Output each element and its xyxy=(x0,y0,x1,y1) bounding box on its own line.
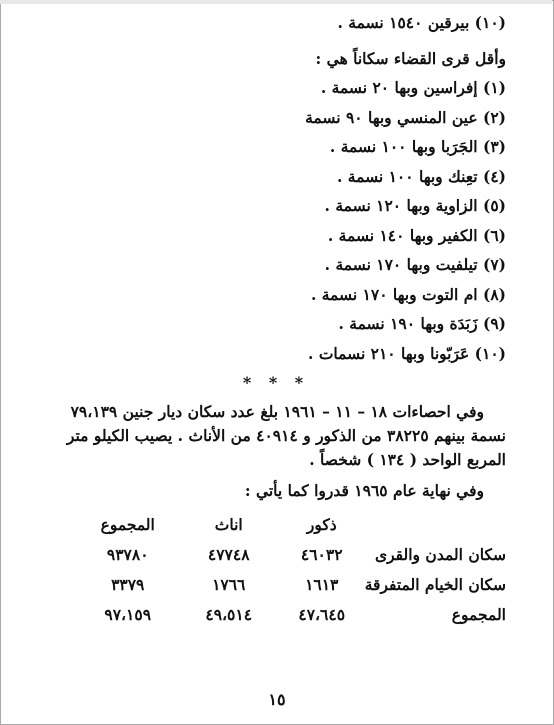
village-item: (٣) الجَرَبا وبها ١٠٠ نسمة . xyxy=(329,137,506,156)
top-line: (١٠) بيرقين ١٥٤٠ نسمة . xyxy=(337,13,506,32)
village-item: (٦) الكفير وبها ١٤٠ نسمة . xyxy=(327,225,506,245)
village-item: (٤) تعِنك وبها ١٠٠ نسمة . xyxy=(337,166,506,186)
population-table xyxy=(77,510,506,630)
table-cell: ٩٧،١٥٩ xyxy=(104,605,152,624)
census-paragraph xyxy=(46,400,506,472)
page-number: ١٥ xyxy=(268,690,286,709)
village-item: (٢) عين المنسي وبها ٩٠ نسمة xyxy=(305,107,506,127)
paragraph-line: المربع الواحد ( ١٣٤ ) شخصاً . xyxy=(309,450,506,469)
section-separator: * * * xyxy=(242,373,310,392)
table-cell: سكان المدن والقرى xyxy=(375,545,506,564)
table-cell: ١٧٦٦ xyxy=(212,575,246,594)
estimate-line: وفي نهاية عام ١٩٦٥ قدروا كما يأتي : xyxy=(244,481,484,500)
table-header xyxy=(365,510,506,540)
window-top-strip xyxy=(0,0,552,4)
table-cell: ٤٧،٦٤٥ xyxy=(298,605,346,624)
table-row xyxy=(77,600,506,630)
village-item: (٧) تيلفيت وبها ١٧٠ نسمة . xyxy=(324,255,506,274)
village-item: (٨) ام التوت وبها ١٧٠ نسمة . xyxy=(310,284,506,304)
page-content xyxy=(46,8,506,630)
paragraph-line: وفي احصاءات ١٨ – ١١ – ١٩٦١ بلغ عدد سكان ديار جنين ٧٩،١٣٩ xyxy=(70,402,484,421)
table-header: المجموع xyxy=(100,515,155,534)
table-row xyxy=(77,570,506,600)
table-cell: ٣٣٧٩ xyxy=(111,575,145,594)
village-item: (١٠) عَرَبّونا وبها ٢١٠ نسمات . xyxy=(308,343,506,363)
table-header: ذكور xyxy=(306,515,337,534)
table-header: اناث xyxy=(214,515,243,534)
village-item: (١) إفراسين وبها ٢٠ نسمة . xyxy=(320,78,506,97)
table-row xyxy=(77,540,506,570)
table-cell: ٩٣٧٨٠ xyxy=(106,545,149,564)
table-cell: ٤٦٠٣٢ xyxy=(300,545,343,564)
table-header-row xyxy=(77,510,506,540)
table-cell: ١٦١٣ xyxy=(305,575,339,594)
least-populated-heading: وأقل قرى القضاء سكاناً هي : xyxy=(315,48,506,68)
village-list xyxy=(46,73,506,368)
table-cell: سكان الخيام المتفرقة xyxy=(364,575,506,594)
table-cell: المجموع xyxy=(451,605,506,624)
table-cell: ٤٩،٥١٤ xyxy=(205,605,253,624)
village-item: (٩) زَبَدَة وبها ١٩٠ نسمة . xyxy=(338,314,506,333)
paragraph-line: نسمة بينهم ٣٨٢٢٥ من الذكور و ٤٠٩١٤ من الأناث . يصيب الكيلو متر xyxy=(66,426,506,445)
village-item: (٥) الزاوية وبها ١٢٠ نسمة . xyxy=(324,196,506,215)
table-cell: ٤٧٧٤٨ xyxy=(207,545,250,564)
